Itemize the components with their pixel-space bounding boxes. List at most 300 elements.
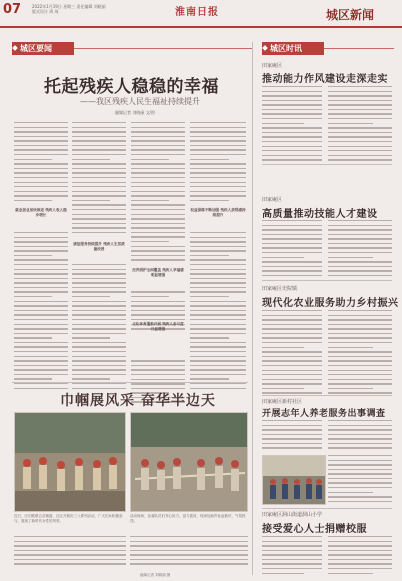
section-title: 城区新闻 bbox=[325, 8, 374, 22]
text-line bbox=[328, 365, 392, 366]
text-line bbox=[14, 356, 68, 357]
text-line bbox=[190, 241, 246, 242]
text-line bbox=[262, 141, 322, 142]
text-line bbox=[131, 383, 185, 384]
text-line bbox=[14, 182, 68, 183]
text-line bbox=[14, 241, 68, 242]
text-line bbox=[328, 150, 392, 151]
text-line bbox=[14, 154, 68, 155]
brief-text bbox=[328, 420, 392, 452]
text-line bbox=[14, 136, 68, 137]
text-line bbox=[72, 269, 126, 270]
text-line bbox=[72, 223, 126, 224]
text-line bbox=[262, 365, 322, 366]
text-line bbox=[131, 255, 185, 256]
text-line bbox=[328, 333, 392, 334]
text-line bbox=[328, 464, 392, 465]
text-line bbox=[190, 319, 246, 320]
text-line bbox=[72, 264, 126, 265]
text-line bbox=[131, 191, 185, 192]
text-line bbox=[262, 559, 322, 560]
text-line bbox=[14, 337, 52, 338]
text-line bbox=[131, 379, 185, 380]
left-section-bar bbox=[12, 42, 74, 55]
text-line bbox=[14, 149, 68, 150]
text-line bbox=[262, 536, 322, 537]
text-line bbox=[72, 365, 126, 366]
text-line bbox=[72, 191, 126, 192]
text-line bbox=[190, 287, 246, 288]
text-line bbox=[131, 232, 185, 233]
text-line bbox=[190, 273, 246, 274]
text-line bbox=[328, 141, 392, 142]
text-line bbox=[131, 374, 185, 375]
text-line bbox=[72, 154, 126, 155]
text-line bbox=[262, 333, 322, 334]
text-line bbox=[131, 204, 185, 205]
brief-headline: 开展志年人养老服务出事调查 bbox=[262, 409, 386, 419]
text-line bbox=[262, 150, 322, 151]
text-line bbox=[190, 269, 246, 270]
text-line bbox=[328, 545, 392, 546]
brief-kicker: 田家庵区洞山街道洞山小学 bbox=[262, 512, 323, 518]
text-line bbox=[14, 282, 68, 283]
text-line bbox=[14, 563, 126, 564]
text-line bbox=[14, 545, 126, 546]
text-line bbox=[14, 191, 68, 192]
text-line bbox=[262, 270, 322, 271]
text-line bbox=[131, 177, 185, 178]
text-line bbox=[190, 351, 246, 352]
text-line bbox=[14, 177, 68, 178]
text-line bbox=[328, 383, 392, 384]
text-line bbox=[14, 287, 68, 288]
text-line bbox=[328, 443, 392, 444]
text-line bbox=[328, 123, 373, 124]
text-line bbox=[328, 247, 392, 248]
text-line bbox=[14, 541, 126, 542]
text-line bbox=[262, 379, 322, 380]
text-line bbox=[262, 275, 322, 276]
text-line bbox=[190, 369, 246, 370]
text-line bbox=[190, 177, 246, 178]
tug-of-war-photo bbox=[131, 413, 248, 512]
text-line bbox=[328, 328, 392, 329]
diamond-icon bbox=[12, 45, 18, 51]
text-line bbox=[262, 257, 304, 258]
page-number: 07 bbox=[3, 2, 22, 17]
brief-kicker: 田家庵区史院镇 bbox=[262, 286, 298, 292]
text-line bbox=[262, 337, 322, 338]
text-line bbox=[14, 383, 68, 384]
text-line bbox=[328, 113, 392, 114]
text-line bbox=[190, 301, 246, 302]
text-line bbox=[72, 301, 126, 302]
text-line bbox=[72, 324, 126, 325]
text-line bbox=[262, 104, 322, 105]
text-line bbox=[328, 146, 392, 147]
text-line bbox=[72, 200, 110, 201]
text-line bbox=[262, 541, 322, 542]
text-line bbox=[72, 214, 126, 215]
left-section-label: 城区要闻 bbox=[20, 44, 52, 53]
text-line bbox=[328, 86, 392, 87]
text-line bbox=[190, 356, 246, 357]
brief-headline: 高质量推动技能人才建设 bbox=[262, 209, 378, 220]
text-line bbox=[190, 232, 246, 233]
text-line bbox=[262, 328, 322, 329]
text-line bbox=[262, 315, 322, 316]
caption-text-column bbox=[14, 536, 126, 568]
text-line bbox=[328, 501, 392, 502]
text-line bbox=[328, 568, 392, 569]
text-line bbox=[328, 252, 392, 253]
text-line bbox=[72, 177, 126, 178]
text-line bbox=[14, 246, 68, 247]
text-line bbox=[130, 545, 248, 546]
text-line bbox=[72, 145, 126, 146]
text-line bbox=[328, 425, 392, 426]
text-line bbox=[328, 536, 392, 537]
main-text-column bbox=[72, 122, 126, 392]
students-photo bbox=[263, 456, 326, 505]
text-line bbox=[72, 337, 110, 338]
text-line bbox=[262, 123, 304, 124]
text-line bbox=[14, 278, 68, 279]
text-line bbox=[262, 568, 322, 569]
text-line bbox=[14, 237, 68, 238]
text-line bbox=[72, 356, 126, 357]
text-line bbox=[328, 360, 392, 361]
text-line bbox=[190, 310, 246, 311]
brief-kicker: 田家庵区 bbox=[262, 197, 283, 203]
text-line bbox=[72, 232, 126, 233]
text-line bbox=[262, 388, 304, 389]
text-line bbox=[190, 374, 246, 375]
text-line bbox=[190, 122, 246, 123]
text-line bbox=[14, 255, 52, 256]
text-line bbox=[131, 149, 185, 150]
photo-caption-right: 活动现场，参赛队员们齐心协力，奋力拔河，现场加油声此起彼伏，气氛热烈。 bbox=[130, 514, 246, 523]
text-line bbox=[190, 378, 229, 379]
text-line bbox=[130, 536, 248, 537]
text-line bbox=[130, 563, 248, 564]
text-line bbox=[14, 145, 68, 146]
text-line bbox=[262, 392, 322, 393]
text-line bbox=[131, 301, 185, 302]
text-line bbox=[328, 95, 392, 96]
text-line bbox=[14, 374, 68, 375]
text-line bbox=[190, 200, 229, 201]
text-line bbox=[14, 131, 68, 132]
text-line bbox=[328, 342, 392, 343]
text-line bbox=[190, 255, 229, 256]
text-line bbox=[262, 146, 322, 147]
text-line bbox=[14, 536, 126, 537]
text-line bbox=[131, 360, 185, 361]
text-line bbox=[14, 291, 68, 292]
text-line bbox=[190, 291, 246, 292]
text-line bbox=[262, 113, 322, 114]
crowd-photo bbox=[15, 413, 126, 512]
text-line bbox=[262, 319, 322, 320]
text-line bbox=[190, 131, 246, 132]
column-divider bbox=[252, 42, 253, 575]
text-line bbox=[190, 346, 246, 347]
text-line bbox=[328, 482, 392, 483]
text-line bbox=[131, 314, 185, 315]
text-line bbox=[14, 195, 68, 196]
text-line bbox=[131, 182, 185, 183]
text-line bbox=[328, 434, 392, 435]
text-line bbox=[328, 379, 392, 380]
text-line bbox=[328, 563, 392, 564]
text-line bbox=[328, 469, 392, 470]
text-line bbox=[190, 388, 246, 389]
text-line bbox=[190, 182, 246, 183]
text-line bbox=[262, 425, 322, 426]
text-line bbox=[328, 392, 392, 393]
text-line bbox=[72, 204, 126, 205]
text-line bbox=[328, 315, 392, 316]
text-line bbox=[72, 127, 126, 128]
text-line bbox=[190, 168, 246, 169]
text-line bbox=[14, 314, 68, 315]
text-line bbox=[72, 278, 126, 279]
text-line bbox=[262, 434, 322, 435]
text-line bbox=[14, 200, 52, 201]
brief-text bbox=[328, 86, 392, 164]
text-line bbox=[14, 342, 68, 343]
text-line bbox=[328, 429, 392, 430]
text-line bbox=[14, 223, 68, 229]
text-line bbox=[328, 460, 392, 461]
event-photo-left bbox=[14, 412, 126, 512]
text-line bbox=[190, 191, 246, 192]
text-line bbox=[14, 550, 126, 551]
text-line bbox=[190, 305, 246, 306]
brief-headline: 推动能力作风建设走深走实 bbox=[262, 74, 388, 85]
school-photo bbox=[262, 455, 326, 505]
right-section-bar bbox=[262, 42, 324, 55]
text-line bbox=[328, 347, 373, 348]
text-line bbox=[14, 388, 68, 389]
text-line bbox=[14, 360, 68, 361]
text-line bbox=[262, 374, 322, 375]
text-line bbox=[14, 369, 68, 370]
text-line bbox=[131, 195, 185, 196]
text-line bbox=[262, 563, 322, 564]
text-line bbox=[14, 346, 68, 347]
text-line bbox=[262, 243, 322, 244]
brief-divider bbox=[262, 395, 392, 396]
text-line bbox=[328, 438, 392, 439]
text-line bbox=[72, 346, 126, 347]
text-line bbox=[72, 218, 126, 219]
text-line bbox=[190, 250, 246, 251]
text-line bbox=[328, 550, 392, 551]
text-line bbox=[262, 347, 304, 348]
text-line bbox=[72, 351, 126, 352]
newspaper-logo: 淮南日报 bbox=[175, 7, 219, 18]
text-line bbox=[130, 559, 248, 560]
brief-divider bbox=[262, 280, 392, 281]
text-line bbox=[72, 374, 126, 375]
text-line bbox=[328, 541, 392, 542]
text-line bbox=[262, 324, 322, 325]
text-line bbox=[328, 136, 392, 137]
text-line bbox=[190, 127, 246, 128]
text-line bbox=[328, 473, 392, 474]
text-line bbox=[131, 214, 185, 215]
text-line bbox=[190, 154, 246, 155]
text-line bbox=[131, 319, 185, 320]
text-line bbox=[14, 554, 126, 555]
text-line bbox=[328, 109, 392, 110]
main-subhead: 权益保障不断加强 残疾人获得感持续提升 bbox=[190, 208, 246, 217]
text-line bbox=[131, 163, 185, 164]
text-line bbox=[328, 229, 392, 230]
text-line bbox=[131, 250, 185, 251]
text-line bbox=[131, 310, 185, 311]
text-line bbox=[328, 238, 392, 239]
text-line bbox=[72, 163, 126, 164]
brief-text bbox=[262, 536, 322, 577]
brief-kicker: 田家庵区新村社区 bbox=[262, 399, 303, 405]
text-line bbox=[190, 140, 246, 141]
text-line bbox=[131, 140, 185, 141]
text-line bbox=[131, 388, 185, 389]
text-line bbox=[262, 429, 322, 430]
text-line bbox=[72, 287, 126, 288]
text-line bbox=[190, 383, 246, 384]
text-line bbox=[262, 266, 322, 267]
text-line bbox=[72, 383, 126, 384]
text-line bbox=[328, 310, 392, 311]
text-line bbox=[328, 573, 373, 574]
text-line bbox=[131, 154, 185, 155]
right-section-label: 城区时讯 bbox=[270, 44, 302, 53]
text-line bbox=[328, 324, 392, 325]
text-line bbox=[190, 360, 246, 361]
text-line bbox=[328, 388, 373, 389]
text-line bbox=[72, 136, 126, 137]
text-line bbox=[190, 278, 246, 279]
text-line bbox=[72, 360, 126, 361]
main-subheadline: ——我区残疾人民生福祉持续提升 bbox=[80, 97, 200, 106]
text-line bbox=[72, 314, 126, 315]
text-line bbox=[262, 356, 322, 357]
text-line bbox=[262, 220, 322, 221]
text-line bbox=[328, 266, 392, 267]
text-line bbox=[14, 310, 68, 311]
text-line bbox=[14, 296, 52, 297]
text-line bbox=[72, 172, 126, 173]
main-text-column bbox=[190, 122, 246, 392]
text-line bbox=[72, 273, 126, 274]
text-line bbox=[72, 122, 126, 123]
text-line bbox=[14, 250, 68, 251]
right-section-rule bbox=[324, 48, 394, 49]
text-line bbox=[14, 168, 68, 169]
text-line bbox=[262, 252, 322, 253]
text-line bbox=[72, 310, 126, 311]
text-line bbox=[190, 186, 246, 187]
text-line bbox=[190, 314, 246, 315]
caption-text-column bbox=[130, 536, 248, 568]
text-line bbox=[328, 159, 392, 160]
text-line bbox=[190, 365, 246, 366]
text-line bbox=[190, 195, 246, 196]
text-line bbox=[328, 234, 392, 235]
brief-headline: 现代化农业服务助力乡村振兴 bbox=[262, 298, 399, 309]
text-line bbox=[262, 91, 322, 92]
text-line bbox=[328, 337, 392, 338]
text-line bbox=[262, 136, 322, 137]
text-line bbox=[262, 155, 322, 156]
text-line bbox=[190, 337, 229, 338]
text-line bbox=[14, 378, 52, 379]
text-line bbox=[72, 369, 126, 370]
text-line bbox=[328, 127, 392, 128]
text-line bbox=[14, 319, 68, 320]
story-divider bbox=[12, 382, 248, 383]
text-line bbox=[190, 145, 246, 146]
brief-text bbox=[328, 536, 392, 577]
text-line bbox=[328, 370, 392, 371]
diamond-icon bbox=[262, 45, 268, 51]
text-line bbox=[14, 163, 68, 164]
text-line bbox=[328, 270, 392, 271]
brief-text bbox=[328, 455, 392, 505]
brief-headline: 接受爱心人士捐赠校服 bbox=[262, 524, 367, 535]
text-line bbox=[72, 131, 126, 132]
text-line bbox=[14, 351, 68, 352]
text-line bbox=[190, 149, 246, 150]
brief-text bbox=[262, 86, 322, 164]
text-line bbox=[131, 186, 185, 187]
text-line bbox=[328, 447, 392, 448]
text-line bbox=[328, 496, 392, 497]
text-line bbox=[14, 186, 68, 187]
main-byline: 融媒记者 刘晓丽 文/图 bbox=[115, 110, 155, 115]
text-line bbox=[262, 342, 322, 343]
text-line bbox=[72, 168, 126, 169]
text-line bbox=[262, 443, 322, 444]
text-line bbox=[262, 238, 322, 239]
text-line bbox=[14, 232, 68, 233]
text-line bbox=[190, 246, 246, 247]
text-line bbox=[262, 351, 322, 352]
text-line bbox=[14, 559, 126, 560]
text-line bbox=[14, 324, 68, 325]
text-line bbox=[14, 269, 68, 270]
text-line bbox=[328, 132, 392, 133]
text-line bbox=[328, 319, 392, 320]
text-line bbox=[328, 220, 392, 221]
text-line bbox=[131, 305, 185, 306]
text-line bbox=[14, 264, 68, 265]
text-line bbox=[262, 109, 322, 110]
text-line bbox=[262, 310, 322, 311]
bottom-headline: 巾帼展风采 奋华半边天 bbox=[60, 393, 216, 409]
main-text-column bbox=[14, 122, 68, 392]
text-line bbox=[130, 541, 248, 542]
text-line bbox=[262, 438, 322, 439]
text-line bbox=[262, 545, 322, 546]
text-line bbox=[131, 351, 185, 357]
text-line bbox=[14, 305, 68, 306]
